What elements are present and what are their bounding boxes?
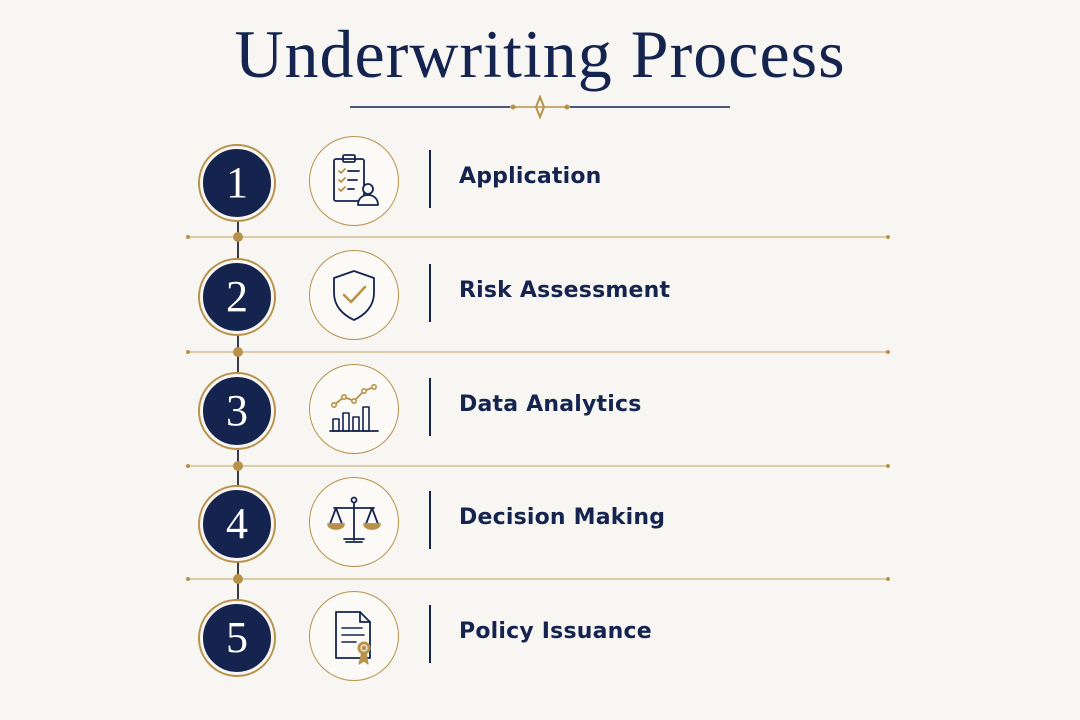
bar-chart-trend-icon: [324, 379, 384, 439]
label-separator: [429, 378, 431, 436]
step-label: Policy Issuance: [459, 619, 652, 644]
step-icon-ring: [309, 136, 399, 226]
step-number: 5: [200, 601, 274, 675]
label-separator: [429, 491, 431, 549]
label-separator: [429, 264, 431, 322]
label-separator: [429, 605, 431, 663]
step-label: Data Analytics: [459, 392, 642, 417]
step-number: 2: [200, 260, 274, 334]
step-data-analytics: [0, 364, 1080, 464]
step-number: 1: [200, 146, 274, 220]
step-icon-ring: [309, 364, 399, 454]
step-number: 3: [200, 374, 274, 448]
step-application: [0, 136, 1080, 236]
step-label: Decision Making: [459, 505, 666, 530]
step-icon-ring: [309, 477, 399, 567]
step-policy-issuance: [0, 591, 1080, 691]
clipboard-user-icon: [324, 151, 384, 211]
step-risk-assessment: [0, 250, 1080, 350]
scales-icon: [324, 492, 384, 552]
shield-check-icon: [324, 265, 384, 325]
step-decision-making: [0, 477, 1080, 577]
label-separator: [429, 150, 431, 208]
step-icon-ring: [309, 250, 399, 340]
page-title: Underwriting Process: [234, 16, 846, 92]
step-number: 4: [200, 487, 274, 561]
certificate-document-icon: [324, 606, 384, 666]
title-ornament: [345, 92, 735, 122]
step-label: Risk Assessment: [459, 278, 671, 303]
step-icon-ring: [309, 591, 399, 681]
step-label: Application: [459, 164, 602, 189]
